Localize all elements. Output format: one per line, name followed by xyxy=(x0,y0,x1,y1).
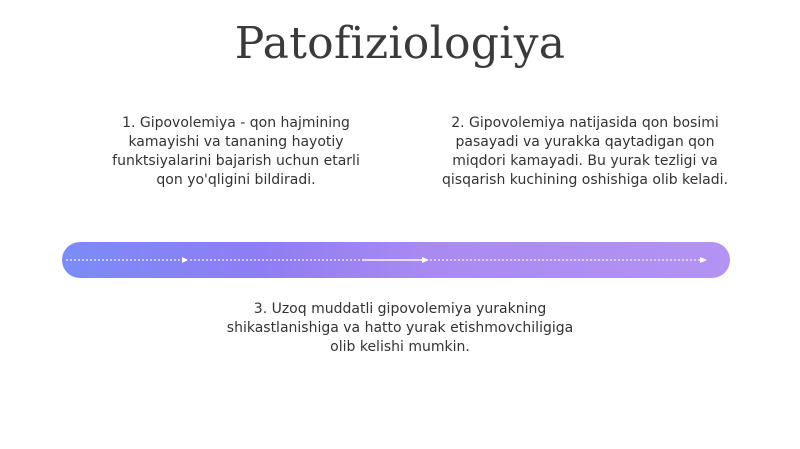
timeline-bar xyxy=(62,242,730,278)
page-title: Patofiziologiya xyxy=(234,18,566,69)
arrow-right-icon xyxy=(182,257,188,263)
point-3-line-2: shikastlanishiga va hatto yurak etishmovchiligiga xyxy=(226,320,574,336)
point-1-line-2: kamayishi va tananing hayotiy xyxy=(128,134,344,150)
point-3-text xyxy=(220,300,580,357)
point-3-line-1: 3. Uzoq muddatli gipovolemiya yurakning xyxy=(253,301,547,317)
point-2-line-3: miqdori kamayadi. Bu yurak tezligi va xyxy=(452,153,718,169)
point-3-line-3: olib kelishi mumkin. xyxy=(330,339,470,355)
timeline-arrows xyxy=(62,242,730,278)
point-1-line-3: funktsiyalarini bajarish uchun etarli xyxy=(112,153,360,169)
arrow-right-icon xyxy=(700,257,707,263)
point-1-line-1: 1. Gipovolemiya - qon hajmining xyxy=(122,115,350,131)
point-1-line-4: qon yo'qligini bildiradi. xyxy=(156,172,316,188)
arrow-right-icon xyxy=(422,257,429,263)
point-2-line-2: pasayadi va yurakka qaytadigan qon xyxy=(455,134,715,150)
point-2-line-1: 2. Gipovolemiya natijasida qon bosimi xyxy=(451,115,719,131)
point-1-text xyxy=(86,114,386,190)
point-2-line-4: qisqarish kuchining oshishiga olib keladi. xyxy=(442,172,728,188)
point-2-text xyxy=(420,114,750,190)
